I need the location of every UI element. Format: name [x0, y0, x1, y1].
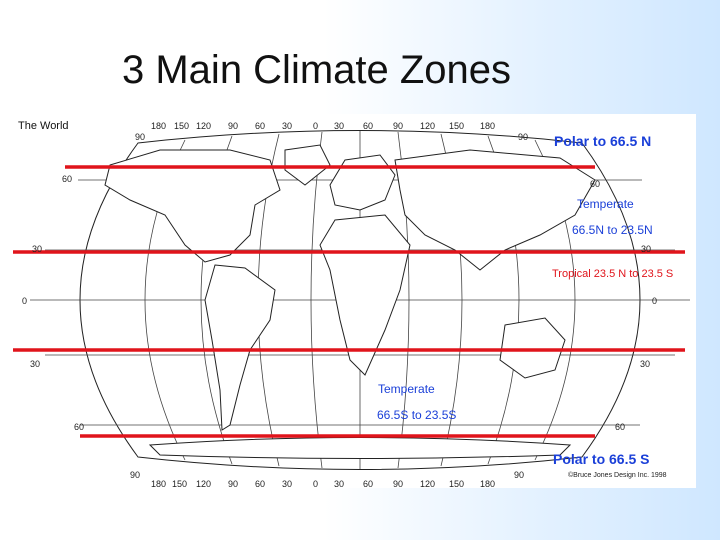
lon-label: 120 — [420, 121, 436, 131]
lat-label: 60 — [62, 174, 73, 184]
lat-label: 90 — [518, 132, 529, 142]
temperate-north-label: Temperate — [577, 197, 634, 211]
south-america — [205, 265, 275, 430]
temperate-south-range-label: 66.5S to 23.5S — [377, 408, 457, 422]
lon-label: 90 — [393, 121, 404, 131]
lon-label: 150 — [449, 479, 465, 489]
map-title: The World — [18, 120, 69, 132]
temperate-south-label: Temperate — [378, 382, 435, 396]
copyright-text: ©Bruce Jones Design Inc. 1998 — [568, 472, 667, 479]
australia — [500, 318, 565, 378]
longitude-labels-bottom — [151, 479, 495, 489]
lon-label: 0 — [313, 479, 319, 489]
continents — [105, 145, 595, 459]
lat-label: 0 — [652, 296, 658, 306]
lon-label: 180 — [480, 121, 496, 131]
antarctica — [150, 438, 570, 459]
lon-label: 120 — [196, 479, 212, 489]
lon-label: 60 — [255, 121, 266, 131]
temperate-north-range-label: 66.5N to 23.5N — [572, 223, 653, 237]
lat-label: 30 — [30, 359, 41, 369]
lat-label: 90 — [514, 470, 525, 480]
lon-label: 90 — [393, 479, 404, 489]
lon-label: 120 — [420, 479, 436, 489]
polar-north-label: Polar to 66.5 N — [554, 133, 652, 149]
europe — [330, 155, 395, 210]
lat-label: 0 — [22, 296, 28, 306]
lon-label: 30 — [282, 121, 293, 131]
lon-label: 90 — [228, 121, 239, 131]
lon-label: 30 — [334, 121, 345, 131]
lon-label: 150 — [174, 121, 190, 131]
greenland — [285, 145, 330, 185]
polar-south-label: Polar to 66.5 S — [553, 451, 650, 467]
lon-label: 30 — [334, 479, 345, 489]
lon-label: 0 — [313, 121, 319, 131]
lon-label: 60 — [255, 479, 266, 489]
lat-label: 90 — [135, 132, 146, 142]
lon-label: 120 — [196, 121, 212, 131]
lon-label: 90 — [228, 479, 239, 489]
lon-label: 180 — [151, 479, 167, 489]
lat-label: 30 — [640, 359, 651, 369]
slide-title: 3 Main Climate Zones — [122, 48, 512, 92]
lon-label: 150 — [449, 121, 465, 131]
lat-label: 60 — [590, 179, 601, 189]
lon-label: 60 — [363, 121, 374, 131]
lon-label: 180 — [480, 479, 496, 489]
lat-label: 60 — [74, 422, 85, 432]
lon-label: 30 — [282, 479, 293, 489]
lon-label: 60 — [363, 479, 374, 489]
longitude-labels-top — [151, 121, 495, 131]
lat-label: 30 — [641, 244, 652, 254]
tropical-label: Tropical 23.5 N to 23.5 S — [552, 268, 674, 280]
lon-label: 180 — [151, 121, 167, 131]
lat-label: 60 — [615, 422, 626, 432]
lat-label: 90 — [130, 470, 141, 480]
lon-label: 150 — [172, 479, 188, 489]
lat-label: 30 — [32, 244, 43, 254]
